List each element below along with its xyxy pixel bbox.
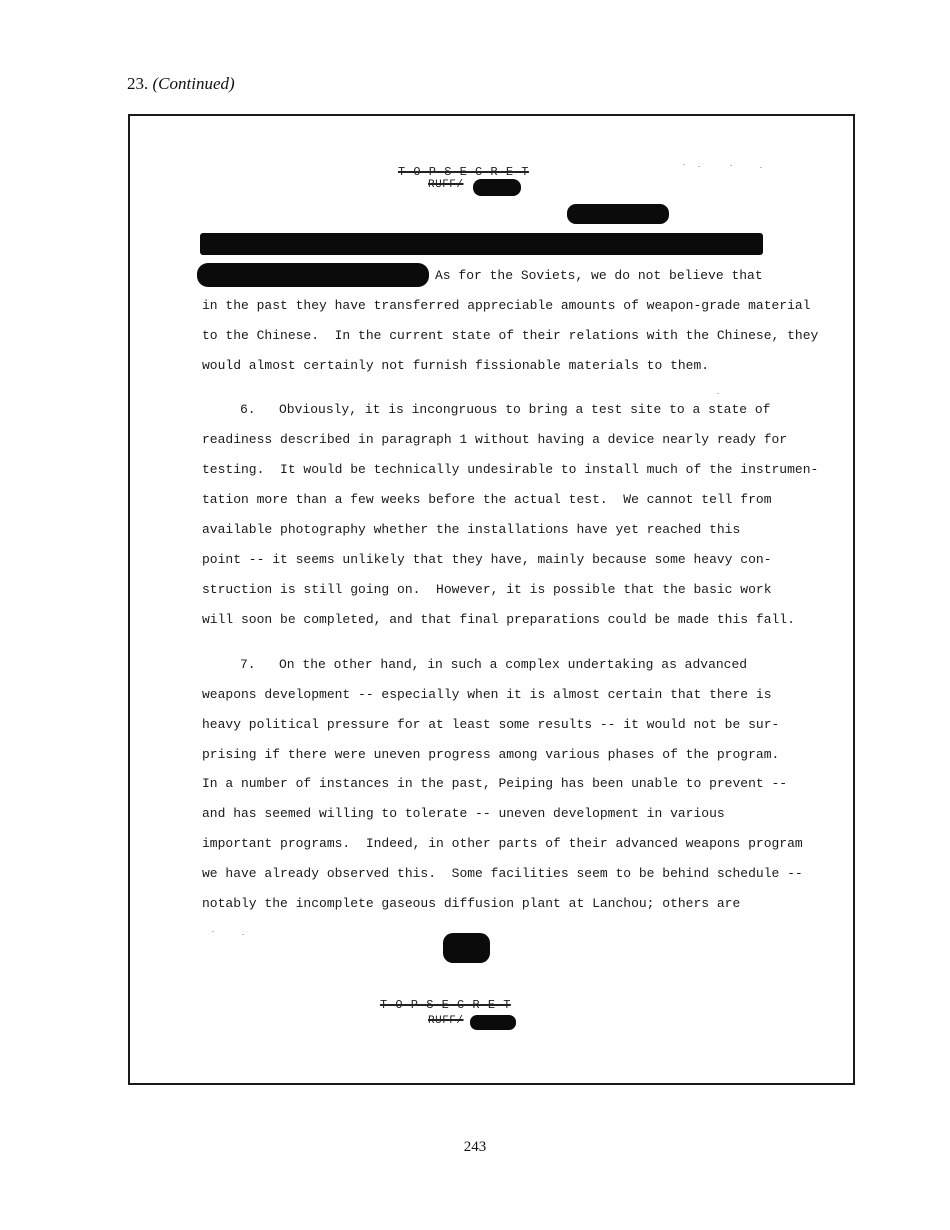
scan-speck <box>698 166 700 167</box>
text-line-17: In a number of instances in the past, Peiping has been unable to prevent -- <box>202 776 788 791</box>
classification-top-line2: RUFF/ <box>428 179 464 191</box>
header-number: 23. <box>127 74 149 93</box>
text-line-19: important programs. Indeed, in other parts of their advanced weapons program <box>202 836 803 851</box>
scan-speck <box>683 164 685 165</box>
redaction-block-2 <box>200 233 763 255</box>
text-line-18: and has seemed willing to tolerate -- uneven development in various <box>202 806 725 821</box>
redaction-block-1 <box>567 204 669 224</box>
redaction-top-caveat <box>473 179 521 196</box>
text-line-5: 6. Obviously, it is incongruous to bring a test site to a state of <box>240 402 771 417</box>
text-line-7: testing. It would be technically undesirable to install much of the instrumen- <box>202 462 819 477</box>
text-line-8: tation more than a few weeks before the actual test. We cannot tell from <box>202 492 772 507</box>
scan-speck <box>760 167 762 168</box>
page-header <box>127 74 235 94</box>
classification-top-line1: T-O-P S-E-C-R-E-T <box>398 165 529 179</box>
text-line-16: prising if there were uneven progress among various phases of the program. <box>202 747 780 762</box>
text-line-2: in the past they have transferred appreciable amounts of weapon-grade material <box>202 298 811 313</box>
scan-speck <box>730 165 732 166</box>
text-line-21: notably the incomplete gaseous diffusion plant at Lanchou; others are <box>202 896 741 911</box>
classification-bottom-line1: T-O-P S-E-C-R-E-T <box>380 998 511 1012</box>
page-number: 243 <box>463 1139 487 1155</box>
redaction-block-bottom <box>443 933 490 963</box>
classification-bottom-line2: RUFF/ <box>428 1015 464 1027</box>
text-line-13: 7. On the other hand, in such a complex undertaking as advanced <box>240 657 748 672</box>
text-line-1: As for the Soviets, we do not believe that <box>435 268 763 283</box>
text-line-11: struction is still going on. However, it is possible that the basic work <box>202 582 772 597</box>
text-line-10: point -- it seems unlikely that they have, mainly because some heavy con- <box>202 552 772 567</box>
document-frame <box>128 114 855 1085</box>
text-line-4: would almost certainly not furnish fissionable materials to them. <box>202 358 710 373</box>
redaction-bottom-caveat <box>470 1015 516 1030</box>
header-continued: (Continued) <box>152 74 235 93</box>
text-line-15: heavy political pressure for at least some results -- it would not be sur- <box>202 717 780 732</box>
text-line-9: available photography whether the installations have yet reached this <box>202 522 741 537</box>
text-line-3: to the Chinese. In the current state of their relations with the Chinese, they <box>202 328 819 343</box>
redaction-block-3 <box>197 263 429 287</box>
scan-speck <box>212 931 214 932</box>
text-line-20: we have already observed this. Some facilities seem to be behind schedule -- <box>202 866 803 881</box>
scan-speck <box>717 393 719 394</box>
text-line-14: weapons development -- especially when it is almost certain that there is <box>202 687 772 702</box>
scan-speck <box>242 934 244 935</box>
text-line-6: readiness described in paragraph 1 without having a device nearly ready for <box>202 432 788 447</box>
text-line-12: will soon be completed, and that final preparations could be made this fall. <box>202 612 795 627</box>
